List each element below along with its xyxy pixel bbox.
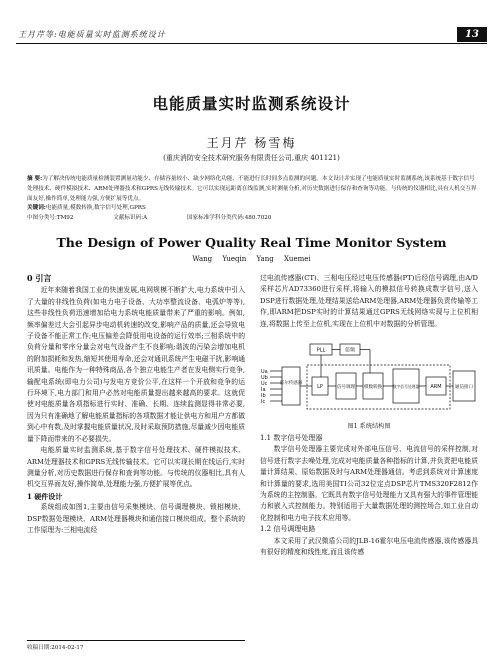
dsp-label: 数字信号处理器 bbox=[392, 384, 420, 389]
adc-label: 模数转换 bbox=[364, 385, 382, 390]
abstract bbox=[27, 174, 479, 204]
continued-paragraph: 过电流传感器(CT)、三相电压经过电压传感器(PT)后经信号调理,由A/D采样芯片AD73360进行采样,将输入的模拟信号转换成数字信号,送入DSP进行数据处理,处理结果送给ARM处理器,ARM处理器负责传输等工作,即ARM把DSP实时的计算结果通过GPRS无线网络实现与上位机相连,将数据上传至上位机,实现在上位机中对数据的分析管理。 bbox=[260, 274, 478, 328]
running-title: 王月芹等:电能质量实时监测系统设计 bbox=[18, 30, 166, 39]
section-heading-hardware: 1 硬件设计 bbox=[27, 491, 63, 501]
system-diagram bbox=[260, 339, 478, 421]
doc-code: 文献标识码:A bbox=[113, 215, 148, 221]
intro-paragraph-2: 电能质量实时监测系统,基于数字信号处理技术、硬件模拟技术、ARM处理器技术和GPRS无线传输技术。它可以实现长期在线运行,实时测量分析,对历史数据进行保存和查询等功能。与传统的仪器相比,具有人机交互界面友好,操作简单,处理能力强,方便扩展等优点。 bbox=[27, 446, 245, 489]
right-column-top bbox=[260, 273, 478, 330]
signal-cond-label: 信号调理 bbox=[337, 385, 355, 390]
keywords-text: 电能质量,模数转换,数字信号处理,GPRS bbox=[45, 205, 146, 211]
section-heading-signal: 1.2 信号调理电路 bbox=[260, 525, 316, 534]
affiliation-cn: (重庆消防安全技术研究服务有限责任公司,重庆 401121) bbox=[163, 154, 340, 162]
right-column-bottom bbox=[260, 433, 478, 641]
multiplier-label: 倍频 bbox=[344, 347, 356, 354]
input-ua: Ua bbox=[261, 369, 268, 375]
hall-sensor-label: 霍尔传感器 bbox=[279, 381, 303, 386]
section-heading-dsp: 1.1 数字信号处理器 bbox=[260, 434, 323, 442]
classification-line bbox=[27, 213, 479, 223]
authors-cn: 王月芹 杨雪梅 bbox=[206, 136, 297, 150]
received-date: 收稿日期:2014-02-17 bbox=[27, 640, 245, 651]
section-heading-introduction: 0 引言 bbox=[27, 273, 52, 283]
pll-label: PLL bbox=[316, 347, 326, 354]
comm-label: 通信接口 bbox=[455, 385, 473, 390]
signal-paragraph: 本文采用了武汉微盾公司的JLB-16霍尔电压电流传感器,该传感器具有很好的精度和线性度,而且该传感 bbox=[260, 536, 478, 557]
input-ic: Ic bbox=[261, 399, 266, 405]
abstract-text: 为了解决传统电能质量检测装置测量功能少、存储容量较小、缺少网络化功能、不能进行长时间多点监测的问题。本文设计并实现了电能质量实时监测系统,该系统基于数字信号处理技术、硬件模拟技术、ARM处理器技术和GPRS无线传输技术。它可以实现远距离在线监测,实时测量分析,对历史数据进行保存和查询等功能。与传统的仪器相比,具有人机交互界面友好,操作简单,处理能力强,方便扩展等优点。 bbox=[27, 176, 477, 202]
intro-paragraph-1: 近年来随着我国工业的快速发展,电网规模不断扩大,电力系统中引入了大量的非线性负荷(如电力电子设备、大功率整流设备、电弧炉等等),这些非线性负荷迅速增加给电力系统电能质量带来了严重的影响。例如,频率偏差过大会引起异步电动机转速的改变,影响产品的质量,还会导致电子设备不能正常工作;电压偏差会降低用电设备的运行效率;三相系统中的负荷分量和零序分量会对电气设备产生不良影响;谐波的污染会增加电机的附加损耗和发热,缩短其使用寿命,还会对通讯系统产生电磁干扰,影响通讯质量。电能作为一种特殊商品,各个独立电能生产者在发电侧实行竞争,输配电系统(即电力公司)与发电方竞价公平,在这样一个开放和竞争的运行环境下,电力部门和用户必然对电能质量提出越来越高的要求。这就促使对电能质量各项指标进行实时、准确、长期、连续监测显得非常必要,因为只有准确地了解电能质量指标的各项数据才能让供电方和用户方都做到心中有数,及时掌握电能质量状况,及时采取预防措施,尽量减少因电能质量下降而带来的不必要损失。 bbox=[27, 286, 245, 443]
left-column bbox=[27, 273, 245, 641]
lp-label: LP bbox=[317, 384, 323, 390]
paper-title-en: The Design of Power Quality Real Time Monitor System bbox=[56, 235, 447, 250]
authors-en: Wang Yueqin Yang Xuemei bbox=[192, 255, 311, 263]
input-ub: Ub bbox=[261, 375, 268, 381]
arm-label: ARM bbox=[430, 384, 442, 390]
hall-sensor-box bbox=[282, 367, 300, 405]
figure-caption: 图1 系统结构图 bbox=[347, 423, 391, 430]
hardware-paragraph: 系统组成如图1,主要由信号采集模块、信号调理模块、锁相模块、DSP数据处理模块、ARM处理器模块和通信接口模块组成。整个系统的工作原理为:三相电流经 bbox=[27, 503, 245, 534]
paper-title-cn: 电能质量实时监测系统设计 bbox=[152, 94, 351, 113]
input-ib: Ib bbox=[261, 393, 266, 399]
keywords-label: 关键词: bbox=[27, 205, 46, 211]
dsp-paragraph: 数字信号处理器主要完成对外部电压信号、电流信号的采样控制,对信号进行数字去噪处理,完成对电能质量各种指标的计算,并负责把电能质量计算结果、原始数据及时与ARM处理器通信。考虑到系统对计算速度和计算量的要求,选用美国TI公司32位定点DSP芯片TMS320F2812作为系统的主控制器。它既具有数字信号处理能力又具有强大的事件管理能力和嵌入式控制能力。特别适用于大量数据处理的测控场合,如工业自动化控制和电力电子技术应用等。 bbox=[260, 445, 478, 522]
std-code: 国家标准学科分类代码:480.7020 bbox=[186, 215, 272, 221]
clc-code: 中图分类号:TM92 bbox=[27, 215, 74, 221]
input-uc: Uc bbox=[261, 381, 268, 387]
abstract-label: 摘 要: bbox=[27, 176, 43, 182]
keywords bbox=[27, 203, 479, 213]
running-header bbox=[16, 27, 487, 44]
page-number: 13 bbox=[457, 27, 487, 42]
input-ia: Ia bbox=[261, 387, 266, 393]
